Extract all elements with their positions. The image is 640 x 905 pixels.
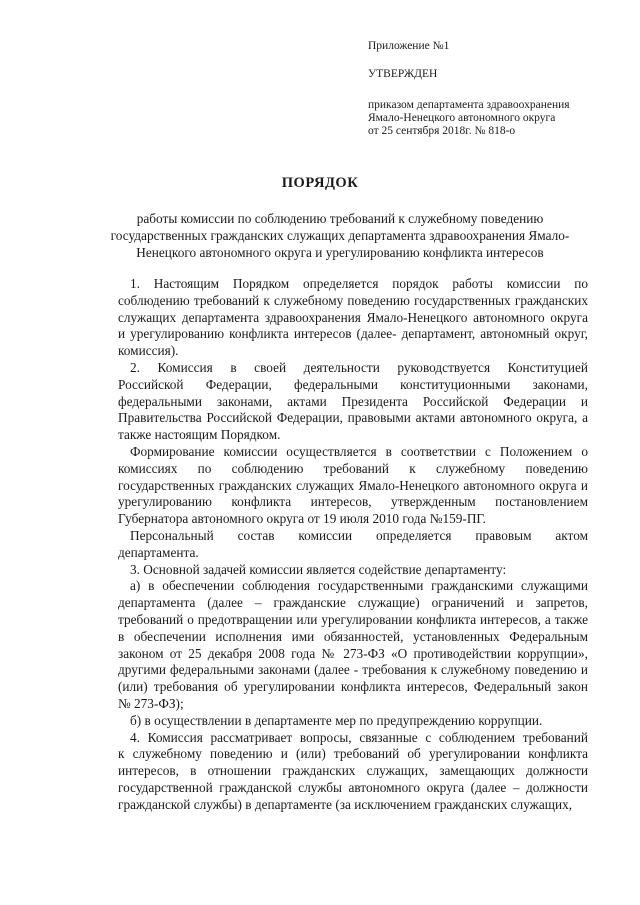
paragraph-line: служащих департамента здравоохранения Ямало-Ненецкого автономного округа bbox=[118, 309, 588, 325]
paragraph-line: Персональный состав комиссии определяется правовым актом bbox=[130, 527, 588, 543]
paragraph bbox=[118, 360, 588, 444]
paragraph-line: также настоящим Порядком. bbox=[118, 427, 281, 443]
paragraph-line: интересов, в отношении гражданских служащих, замещающих должности bbox=[118, 763, 588, 779]
paragraph-line: законом от 25 декабря 2008 года № 273-ФЗ «О противодействии коррупции», bbox=[118, 645, 588, 661]
paragraph-line: комиссия). bbox=[118, 343, 179, 359]
paragraph-line: комиссиях по соблюдению требований к служебному поведению bbox=[118, 460, 588, 476]
approved-label: УТВЕРЖДЕН bbox=[368, 68, 438, 80]
paragraph bbox=[118, 444, 588, 528]
paragraph-line: б) в осуществлении в департаменте мер по предупреждению коррупции. bbox=[130, 712, 543, 728]
paragraph bbox=[118, 528, 588, 562]
order-line: приказом департамента здравоохранения bbox=[368, 99, 570, 111]
paragraph bbox=[118, 730, 588, 814]
subtitle-line: работы комиссии по соблюдению требований к служебному поведению bbox=[136, 211, 544, 226]
paragraph-line: департамента. bbox=[118, 544, 199, 560]
paragraph-line: федеральными законами, актами Президента Российской Федерации и bbox=[118, 393, 588, 409]
paragraph bbox=[118, 562, 588, 579]
paragraph-line: (или) требования об урегулировании конфликта интересов, Федеральный закон bbox=[118, 679, 588, 695]
paragraph-line: государственной гражданской службы автономного округа (далее – должности bbox=[118, 779, 588, 795]
paragraph-line: а) в обеспечении соблюдения государственными гражданскими служащими bbox=[130, 578, 588, 594]
paragraph bbox=[118, 578, 588, 712]
paragraph-line: соблюдению требований к служебному поведению государственных гражданских bbox=[118, 292, 588, 308]
paragraph-line: к служебному поведению и (или) требований об урегулировании конфликта bbox=[118, 746, 588, 762]
approval-block bbox=[368, 40, 618, 138]
paragraph-line: урегулированию конфликта интересов, утвержденным постановлением bbox=[118, 494, 588, 510]
paragraph-line: Российской Федерации, федеральными конституционными законами, bbox=[118, 376, 588, 392]
document-title: ПОРЯДОК bbox=[281, 175, 359, 191]
paragraph-line: другими федеральными законами (далее - требования к служебному поведению и bbox=[118, 662, 588, 678]
paragraph-line: государственных гражданских служащих Ямало-Ненецкого автономного округа и bbox=[118, 477, 588, 493]
paragraph-line: № 273-ФЗ); bbox=[118, 695, 184, 711]
paragraph-line: 3. Основной задачей комиссии является содействие департаменту: bbox=[130, 561, 507, 577]
document-subtitle bbox=[95, 210, 585, 261]
paragraph-line: гражданской службы) в департаменте (за исключением гражданских служащих, bbox=[118, 796, 573, 812]
document-body bbox=[118, 276, 588, 814]
paragraph-line: Формирование комиссии осуществляется в соответствии с Положением о bbox=[130, 443, 588, 459]
paragraph-line: 1. Настоящим Порядком определяется порядок работы комиссии по bbox=[130, 276, 588, 291]
paragraph-line: 4. Комиссия рассматривает вопросы, связанные с соблюдением требований bbox=[130, 729, 588, 745]
paragraph-line: Правительства Российской Федерации, правовыми актами автономного округа, а bbox=[118, 410, 588, 426]
paragraph bbox=[118, 713, 588, 730]
paragraph-line: департамента (далее – гражданские служащие) ограничений и запретов, bbox=[118, 595, 588, 611]
order-line: Ямало-Ненецкого автономного округа bbox=[368, 112, 556, 124]
order-line: от 25 сентября 2018г. № 818-о bbox=[368, 125, 516, 137]
subtitle-line: Ненецкого автономного округа и урегулированию конфликта интересов bbox=[136, 245, 544, 260]
paragraph-line: в обеспечении исполнения ими обязанностей, установленных Федеральным bbox=[118, 628, 588, 644]
subtitle-line: государственных гражданских служащих департамента здравоохранения Ямало- bbox=[110, 228, 570, 243]
paragraph-line: 2. Комиссия в своей деятельности руководствуется Конституцией bbox=[130, 359, 588, 375]
paragraph-line: и урегулированию конфликта интересов (далее- департамент, автономный округ, bbox=[118, 326, 588, 342]
paragraph bbox=[118, 276, 588, 360]
paragraph-line: Губернатора автономного округа от 19 июля 2010 года №159-ПГ. bbox=[118, 511, 486, 527]
appendix-label: Приложение №1 bbox=[368, 40, 450, 52]
paragraph-line: требований о предотвращении или урегулировании конфликта интересов, а также bbox=[118, 611, 588, 627]
